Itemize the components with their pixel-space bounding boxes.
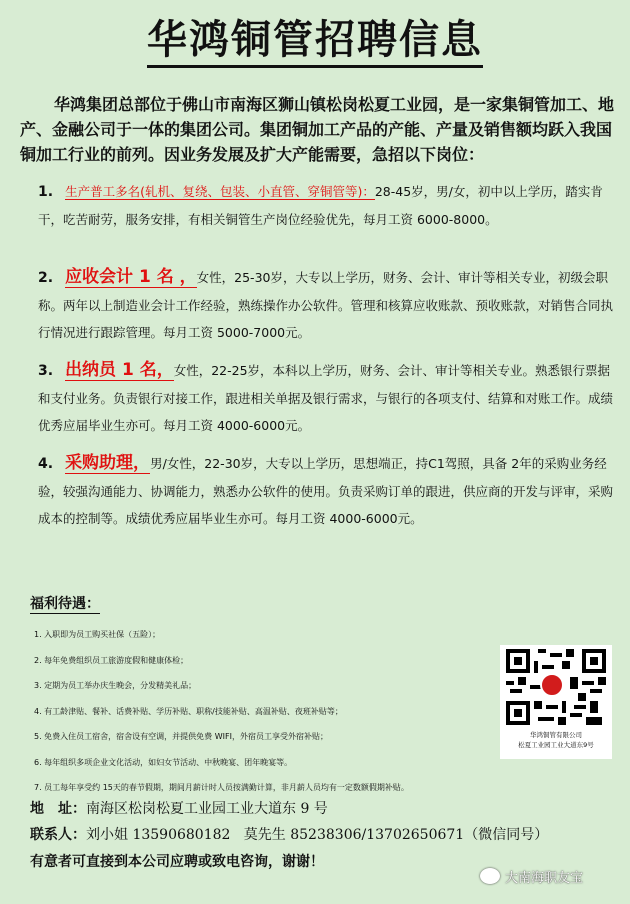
benefit-item: 4. 有工龄津贴、餐补、话费补贴、学历补贴、职称/技能补贴、高温补贴、夜班补贴等； bbox=[34, 706, 343, 716]
benefits-list bbox=[34, 622, 494, 801]
job-desc-2: 女性，25-30岁，大专以上学历，财务、会计、审计等相关专业，初级会职称。两年以上制造业会计工作经验，熟练操作办公软件。管理和核算应收账款、预收账款，对销售合同执行情况进行跟踪管理。每月工资 5000-7000元。 bbox=[38, 270, 614, 340]
job-item-1: 1. 生产普工多名(轧机、复绕、包装、小直管、穿铜管等)：28-45岁，男/女，初中以上学历，踏实肯干，吃苦耐劳，服务安排，有相关铜管生产岗位经验优先，每月工资 6000-8000。 bbox=[38, 184, 603, 227]
watermark-text: 大南海职友宝 bbox=[505, 870, 584, 886]
footer-note: 有意者可直接到本公司应聘或致电咨询，谢谢！ bbox=[30, 854, 324, 870]
benefit-item: 2. 每年免费组织员工旅游度假和健康体检； bbox=[34, 655, 189, 665]
benefit-item: 7. 员工每年享受约 15天的春节假期，期间月薪计时人员按满勤计算，非月薪人员均有一定数额假期补贴。 bbox=[34, 783, 409, 792]
company-logo-icon bbox=[540, 673, 564, 697]
watermark bbox=[480, 862, 620, 890]
contact-line: 联系人：刘小姐 13590680182 莫先生 85238306/13702650671（微信同号） bbox=[30, 827, 549, 843]
benefits-title: 福利待遇： bbox=[30, 593, 100, 614]
job-title-1: 生产普工多名(轧机、复绕、包装、小直管、穿铜管等)： bbox=[65, 184, 375, 199]
job-title-2: 应收会计 1 名 ， bbox=[65, 267, 197, 287]
address-line: 地 址：南海区松岗松夏工业园工业大道东 9 号 bbox=[30, 801, 328, 817]
job-item-4: 4. 采购助理，男/女性，22-30岁，大专以上学历，思想端正，持C1驾照，具备 2年的采购业务经验，较强沟通能力、协调能力，熟悉办公软件的使用。负责采购订单的跟进，供应商的开发与评审，采购成本的控制等。成绩优秀应届毕业生亦可。每月工资 4000-6000元。 bbox=[38, 453, 614, 526]
wechat-icon bbox=[480, 868, 500, 884]
contact-person-1: 刘小姐 13590680182 bbox=[86, 827, 231, 843]
job-item-2: 2. 应收会计 1 名 ，女性，25-30岁，大专以上学历，财务、会计、审计等相关专业，初级会职称。两年以上制造业会计工作经验，熟练操作办公软件。管理和核算应收账款、预收账款，对销售合同执行情况进行跟踪管理。每月工资 5000-7000元。 bbox=[38, 267, 614, 340]
company-intro: 华鸿集团总部位于佛山市南海区狮山镇松岗松夏工业园，是一家集铜管加工、地产、金融公司于一体的集团公司。集团铜加工产品的产能、产量及销售额均跃入我国铜加工行业的前列。因业务发展及扩大产能需要，急招以下岗位： bbox=[20, 95, 615, 164]
job-title-4: 采购助理， bbox=[65, 453, 151, 473]
job-desc-3: 女性，22-25岁，本科以上学历，财务、会计、审计等相关专业。熟悉银行票据和支付业务。负责银行对接工作，跟进相关单据及银行需求，与银行的各项支付、结算和对账工作。成绩优秀应届毕业生亦可。每月工资 4000-6000元。 bbox=[38, 363, 614, 433]
benefit-item: 3. 定期为员工举办庆生晚会，分发精美礼品； bbox=[34, 681, 197, 690]
contact-person-2: 莫先生 85238306/13702650671（微信同号） bbox=[243, 827, 549, 843]
benefit-item: 1. 入职即为员工购买社保（五险）； bbox=[34, 630, 161, 639]
benefit-item: 6. 每年组织多项企业文化活动，如妇女节活动、中秋晚宴、团年晚宴等。 bbox=[34, 757, 293, 767]
page-title: 华鸿铜管招聘信息 bbox=[0, 8, 630, 65]
qr-caption-company: 华鸿铜管有限公司 bbox=[530, 731, 582, 739]
job-desc-4: 男/女性，22-30岁，大专以上学历，思想端正，持C1驾照，具备 2年的采购业务经验，较强沟通能力、协调能力，熟悉办公软件的使用。负责采购订单的跟进，供应商的开发与评审，采购成本的控制等。成绩优秀应届毕业生亦可。每月工资 4000-6000元。 bbox=[38, 456, 614, 526]
benefit-item: 5. 免费入住员工宿舍，宿舍设有空调，并提供免费 WIFI，外宿员工享受外宿补贴； bbox=[34, 732, 328, 741]
job-item-3: 3. 出纳员 1 名，女性，22-25岁，本科以上学历，财务、会计、审计等相关专业。熟悉银行票据和支付业务。负责银行对接工作，跟进相关单据及银行需求，与银行的各项支付、结算和对账工作。成绩优秀应届毕业生亦可。每月工资 4000-6000元。 bbox=[38, 360, 614, 433]
qr-code bbox=[500, 645, 612, 759]
job-title-3: 出纳员 1 名， bbox=[65, 360, 174, 380]
qr-caption-address: 松夏工业园工业大道东9号 bbox=[518, 741, 594, 749]
job-desc-1: 28-45岁，男/女，初中以上学历，踏实肯干，吃苦耐劳，服务安排，有相关铜管生产岗位经验优先，每月工资 6000-8000。 bbox=[38, 184, 603, 227]
